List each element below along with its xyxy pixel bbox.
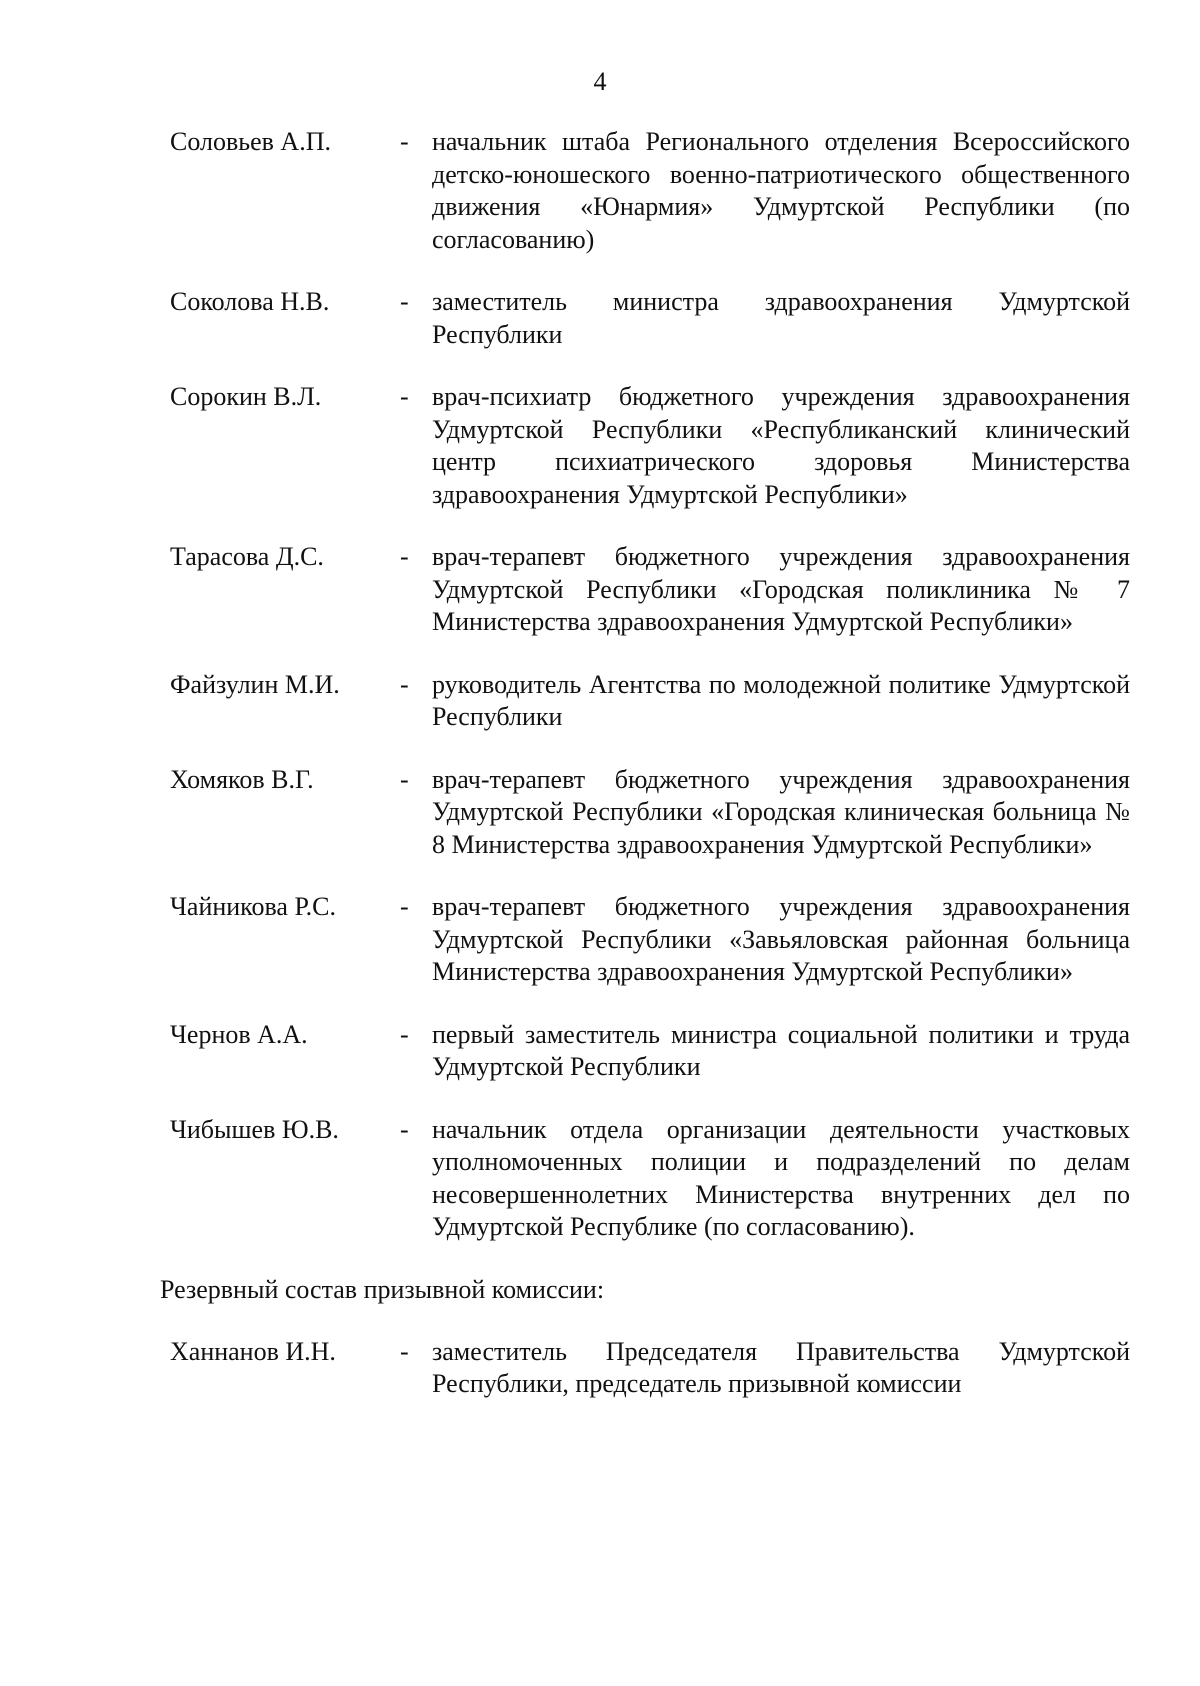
member-position: заместитель Председателя Правительства Удмуртской Республики, председатель призывной комиссии	[432, 1336, 1130, 1398]
member-position: врач-терапевт бюджетного учреждения здравоохранения Удмуртской Республики «Городская поликлиника № 7 Министерства здравоохранения Удмуртской Республики»	[432, 542, 1130, 636]
member-position: начальник штаба Регионального отделения Всероссийского детско-юношеского военно-патриотического общественного движения «Юнармия» Удмуртской Республики (по согласованию)	[432, 127, 1130, 254]
member-entry	[170, 764, 1130, 862]
member-name: Ханнанов И.Н.	[170, 1336, 336, 1366]
entry-dash: -	[400, 669, 409, 699]
member-position: врач-терапевт бюджетного учреждения здравоохранения Удмуртской Республики «Городская клиническая больница № 8 Министерства здравоохранения Удмуртской Республики»	[432, 764, 1130, 859]
entry-dash: -	[400, 382, 409, 411]
member-position: начальник отдела организации деятельности участковых уполномоченных полиции и подразделений по делам несовершеннолетних Министерства внутренних дел по Удмуртской Республике (по согласованию).	[432, 1114, 1130, 1241]
entry-dash: -	[400, 1336, 409, 1366]
commission-list	[160, 126, 1130, 1431]
member-entry	[170, 1019, 1130, 1084]
entry-dash: -	[400, 287, 409, 316]
member-name: Файзулин М.И.	[170, 669, 340, 699]
member-name: Соловьев А.П.	[170, 127, 331, 156]
member-entry	[170, 669, 1130, 734]
reserve-member-entry	[170, 1336, 1130, 1401]
member-position: врач-терапевт бюджетного учреждения здравоохранения Удмуртской Республики «Завьяловская районная больница Министерства здравоохранения Удмуртской Республики»	[432, 892, 1130, 986]
member-position: первый заместитель министра социальной политики и труда Удмуртской Республики	[432, 1019, 1130, 1081]
member-entry	[170, 891, 1130, 989]
entry-dash: -	[400, 1019, 409, 1049]
member-entry	[170, 1114, 1130, 1244]
entry-dash: -	[400, 127, 409, 156]
member-name: Чернов А.А.	[170, 1019, 308, 1049]
member-name: Соколова Н.В.	[170, 287, 330, 316]
entry-dash: -	[400, 892, 409, 921]
member-position: руководитель Агентства по молодежной политике Удмуртской Республики	[432, 669, 1130, 731]
member-name: Сорокин В.Л.	[170, 382, 322, 411]
member-position: врач-психиатр бюджетного учреждения здравоохранения Удмуртской Республики «Республиканский клинический центр психиатрического здоровья Министерства здравоохранения Удмуртской Республики»	[432, 382, 1130, 509]
member-entry	[170, 541, 1130, 639]
member-name: Тарасова Д.С.	[170, 542, 324, 571]
member-entry	[170, 286, 1130, 351]
member-name: Чибышев Ю.В.	[170, 1114, 339, 1144]
member-entry	[170, 126, 1130, 256]
member-name: Чайникова Р.С.	[170, 892, 337, 921]
member-name: Хомяков В.Г.	[170, 764, 314, 794]
reserve-heading: Резервный состав призывной комиссии:	[160, 1274, 605, 1304]
entry-dash: -	[400, 764, 409, 794]
entry-dash: -	[400, 542, 409, 571]
page-number: 4	[593, 67, 607, 96]
entry-dash: -	[400, 1114, 409, 1144]
member-position: заместитель министра здравоохранения Удмуртской Республики	[432, 287, 1130, 349]
member-entry	[170, 381, 1130, 511]
